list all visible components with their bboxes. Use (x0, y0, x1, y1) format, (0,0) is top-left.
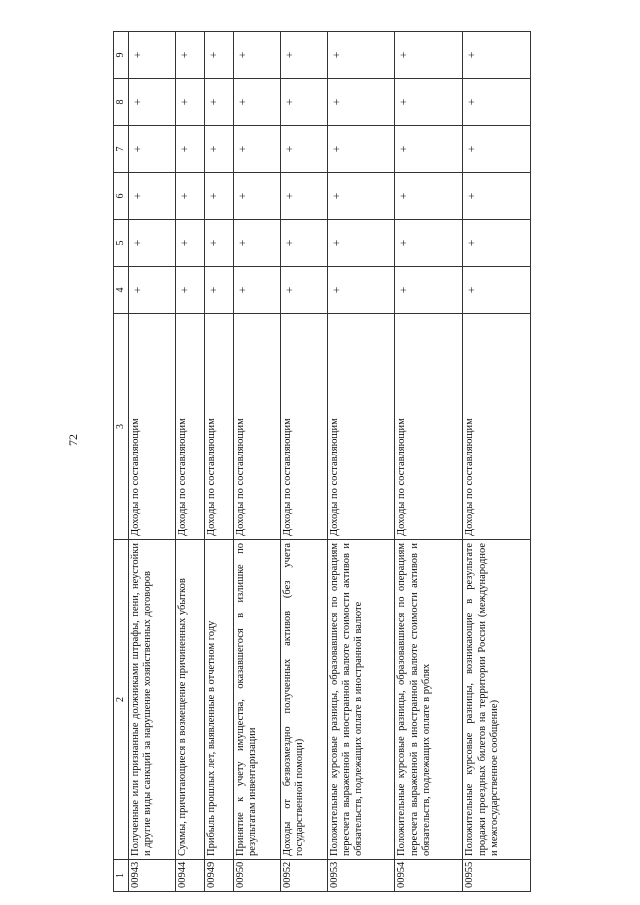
plus-mark: + (395, 126, 463, 173)
plus-mark: + (129, 79, 176, 126)
col-header: 6 (114, 173, 129, 220)
row-source: Доходы по составляющим (463, 314, 531, 540)
row-description: Положительные курсовые разницы, образовавшиеся по операциям пересчета выраженной в иностранной валюте стоимости активов и обязательств, подлежащих оплате в иностранной валюте (327, 540, 395, 860)
table-row (395, 32, 463, 892)
row-description: Суммы, причитающиеся в возмещение причиненных убытков (175, 540, 204, 860)
plus-mark: + (395, 32, 463, 79)
plus-mark: + (233, 126, 280, 173)
income-ledger-table (113, 31, 531, 892)
plus-mark: + (463, 267, 531, 314)
row-description: Доходы от безвозмездно полученных активов (без учета государственной помощи) (280, 540, 327, 860)
plus-mark: + (395, 267, 463, 314)
plus-mark: + (327, 32, 395, 79)
plus-mark: + (463, 32, 531, 79)
table-row (175, 32, 204, 892)
row-code: 00944 (175, 860, 204, 892)
plus-mark: + (129, 267, 176, 314)
row-source: Доходы по составляющим (204, 314, 233, 540)
col-header: 2 (114, 540, 129, 860)
plus-mark: + (327, 126, 395, 173)
plus-mark: + (175, 79, 204, 126)
plus-mark: + (395, 173, 463, 220)
col-header: 3 (114, 314, 129, 540)
plus-mark: + (233, 173, 280, 220)
plus-mark: + (233, 220, 280, 267)
plus-mark: + (175, 32, 204, 79)
row-code: 00953 (327, 860, 395, 892)
row-description: Полученные или признанные должниками штрафы, пени, неустойки и другие виды санкций за нарушение хозяйственных договоров (129, 540, 176, 860)
row-source: Доходы по составляющим (280, 314, 327, 540)
plus-mark: + (204, 32, 233, 79)
plus-mark: + (280, 79, 327, 126)
plus-mark: + (233, 267, 280, 314)
col-header: 5 (114, 220, 129, 267)
plus-mark: + (175, 220, 204, 267)
col-header: 1 (114, 860, 129, 892)
row-description: Принятие к учету имущества, оказавшегося в излишке по результатам инвентаризации (233, 540, 280, 860)
plus-mark: + (129, 126, 176, 173)
row-source: Доходы по составляющим (175, 314, 204, 540)
plus-mark: + (280, 267, 327, 314)
row-code: 00952 (280, 860, 327, 892)
plus-mark: + (395, 220, 463, 267)
plus-mark: + (280, 32, 327, 79)
plus-mark: + (463, 220, 531, 267)
plus-mark: + (463, 79, 531, 126)
col-header: 4 (114, 267, 129, 314)
plus-mark: + (327, 173, 395, 220)
header-row (114, 32, 129, 892)
col-header: 9 (114, 32, 129, 79)
table-row (129, 32, 176, 892)
plus-mark: + (129, 220, 176, 267)
row-source: Доходы по составляющим (395, 314, 463, 540)
table-row (327, 32, 395, 892)
row-description: Положительные курсовые разницы, возникающие в результате продажи проездных билетов на территории России (международное и межгосударственное сообщение) (463, 540, 531, 860)
col-header: 7 (114, 126, 129, 173)
plus-mark: + (204, 79, 233, 126)
row-description: Прибыль прошлых лет, выявленные в отчетном году (204, 540, 233, 860)
plus-mark: + (395, 79, 463, 126)
plus-mark: + (233, 32, 280, 79)
plus-mark: + (129, 173, 176, 220)
row-code: 00943 (129, 860, 176, 892)
row-code: 00949 (204, 860, 233, 892)
table-row (204, 32, 233, 892)
plus-mark: + (175, 267, 204, 314)
plus-mark: + (233, 79, 280, 126)
table-row (463, 32, 531, 892)
plus-mark: + (204, 267, 233, 314)
plus-mark: + (280, 126, 327, 173)
plus-mark: + (204, 220, 233, 267)
plus-mark: + (129, 32, 176, 79)
plus-mark: + (327, 220, 395, 267)
page-number: 72 (66, 434, 80, 446)
plus-mark: + (204, 173, 233, 220)
col-header: 8 (114, 79, 129, 126)
table-row (280, 32, 327, 892)
row-source: Доходы по составляющим (129, 314, 176, 540)
plus-mark: + (463, 126, 531, 173)
table-row (233, 32, 280, 892)
plus-mark: + (463, 173, 531, 220)
plus-mark: + (280, 220, 327, 267)
rotated-table-wrapper (113, 32, 531, 892)
plus-mark: + (175, 126, 204, 173)
row-code: 00950 (233, 860, 280, 892)
plus-mark: + (204, 126, 233, 173)
row-code: 00954 (395, 860, 463, 892)
row-source: Доходы по составляющим (327, 314, 395, 540)
row-code: 00955 (463, 860, 531, 892)
plus-mark: + (327, 267, 395, 314)
row-source: Доходы по составляющим (233, 314, 280, 540)
row-description: Положительные курсовые разницы, образовавшиеся по операциям пересчета выраженной в иностранной валюте стоимости активов и обязательств, подлежащих оплате в рублях (395, 540, 463, 860)
plus-mark: + (327, 79, 395, 126)
plus-mark: + (280, 173, 327, 220)
plus-mark: + (175, 173, 204, 220)
